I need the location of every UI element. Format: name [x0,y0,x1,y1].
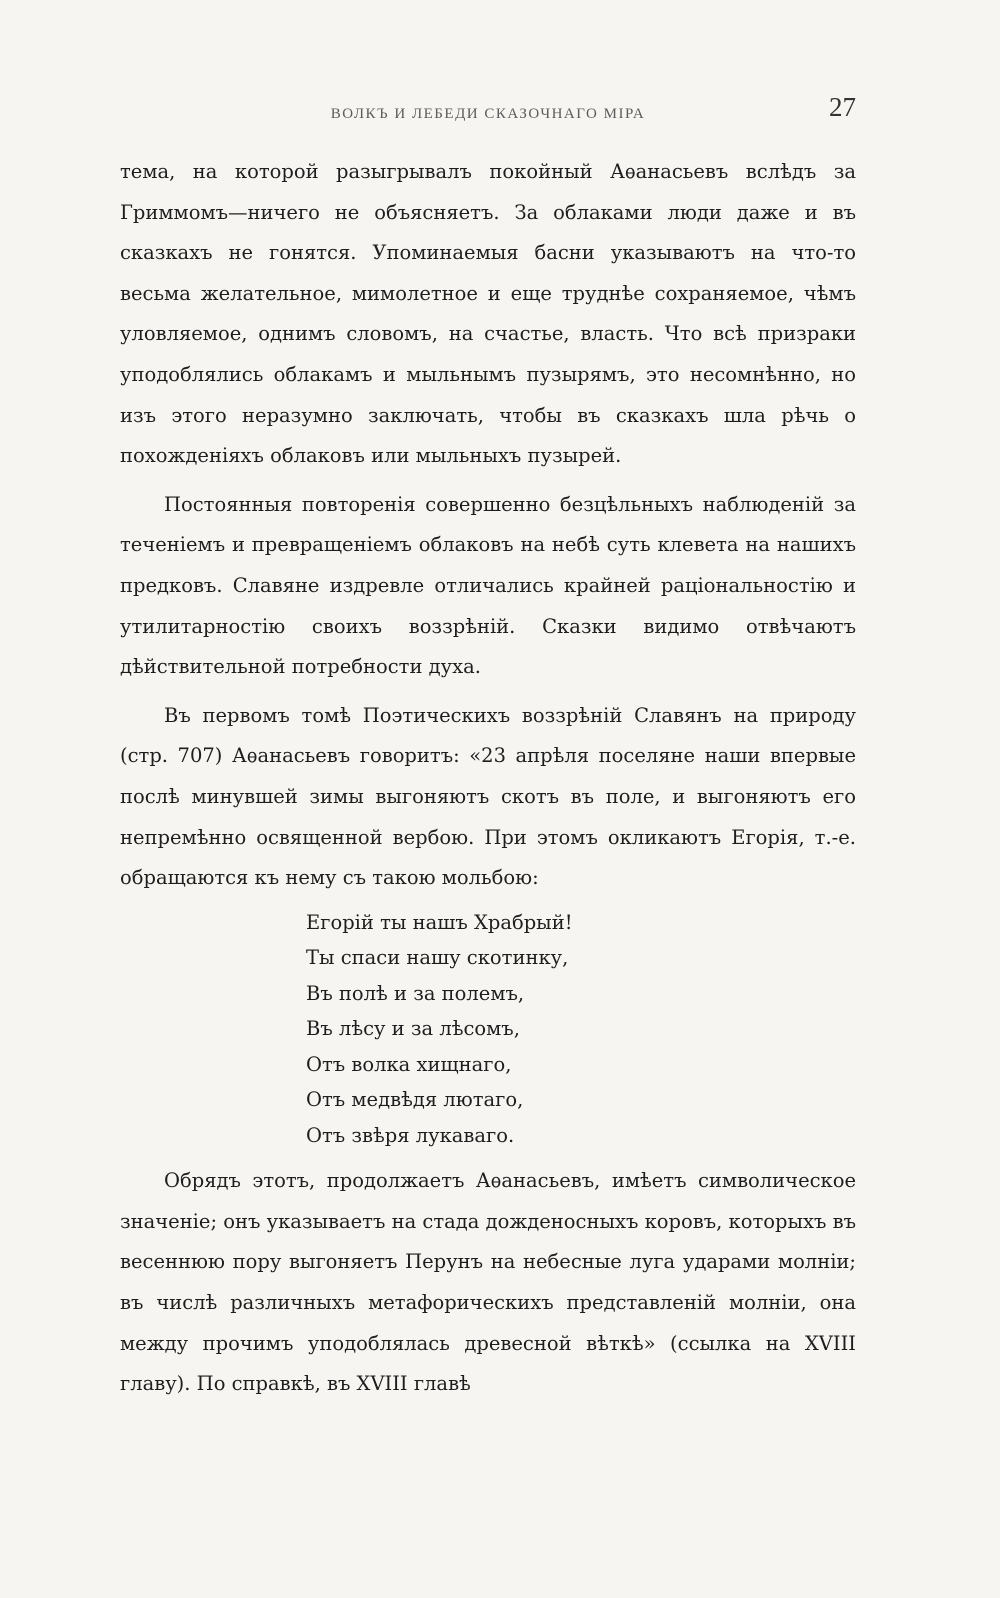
verse-line: Въ лѣсу и за лѣсомъ, [306,1017,520,1041]
verse-block [306,905,856,1154]
verse-line: Ты спаси нашу скотинку, [306,946,569,970]
paragraph-clouds: Постоянныя повторенія совершенно безцѣльныхъ наблюденій за теченіемъ и превращеніемъ облаковъ на небѣ суть клевета на нашихъ предковъ. Славяне издревле отличались крайней раціональностію и утилитарностію своихъ воззрѣній. Сказки видимо отвѣчаютъ дѣйствительной потребности духа. [120,492,856,679]
verse-line: Отъ звѣря лукаваго. [306,1123,515,1147]
running-title: ВОЛКЪ И ЛЕБЕДИ СКАЗОЧНАГО МІРА [330,106,646,122]
paragraph-continuation: тема, на которой разыгрывалъ покойный Аѳанасьевъ вслѣдъ за Гриммомъ—ничего не объясняетъ. За облаками люди даже и въ сказкахъ не гонятся. Упоминаемыя басни указываютъ на что-то весьма желательное, мимолетное и еще труднѣе сохраняемое, чѣмъ уловляемое, однимъ словомъ, на счастье, власть. Что всѣ призраки уподоблялись облакамъ и мыльнымъ пузырямъ, это несомнѣнно, но изъ этого неразумно заключать, чтобы въ сказкахъ шла рѣчь о похожденіяхъ облаковъ или мыльныхъ пузырей. [120,160,856,468]
paragraph-afanasiev-quote: Въ первомъ томѣ Поэтическихъ воззрѣній Славянъ на природу (стр. 707) Аѳанасьевъ говоритъ: «23 апрѣля поселяне наши впервые послѣ минувшей зимы выгоняютъ скотъ въ поле, и выгоняютъ его непремѣнно освященной вербою. При этомъ окликаютъ Егорія, т.-е. обращаются къ нему съ такою мольбою: [120,703,856,890]
running-head [120,92,856,132]
body-text [120,152,856,1413]
verse-line: Въ полѣ и за полемъ, [306,981,525,1005]
paragraph-ritual-meaning: Обрядъ этотъ, продолжаетъ Аѳанасьевъ, имѣетъ символическое значеніе; онъ указываетъ на стада дожденосныхъ коровъ, которыхъ въ весеннюю пору выгоняетъ Перунъ на небесные луга ударами молніи; въ числѣ различныхъ метафорическихъ представленій молніи, она между прочимъ уподоблялась древесной вѣткѣ» (ссылка на XVIII главу). По справкѣ, въ XVIII главѣ [120,1169,856,1396]
verse-line: Отъ волка хищнаго, [306,1052,512,1076]
verse-line: Отъ медвѣдя лютаго, [306,1088,524,1112]
page-number: 27 [829,92,856,122]
verse-line: Егорій ты нашъ Храбрый! [306,910,573,934]
